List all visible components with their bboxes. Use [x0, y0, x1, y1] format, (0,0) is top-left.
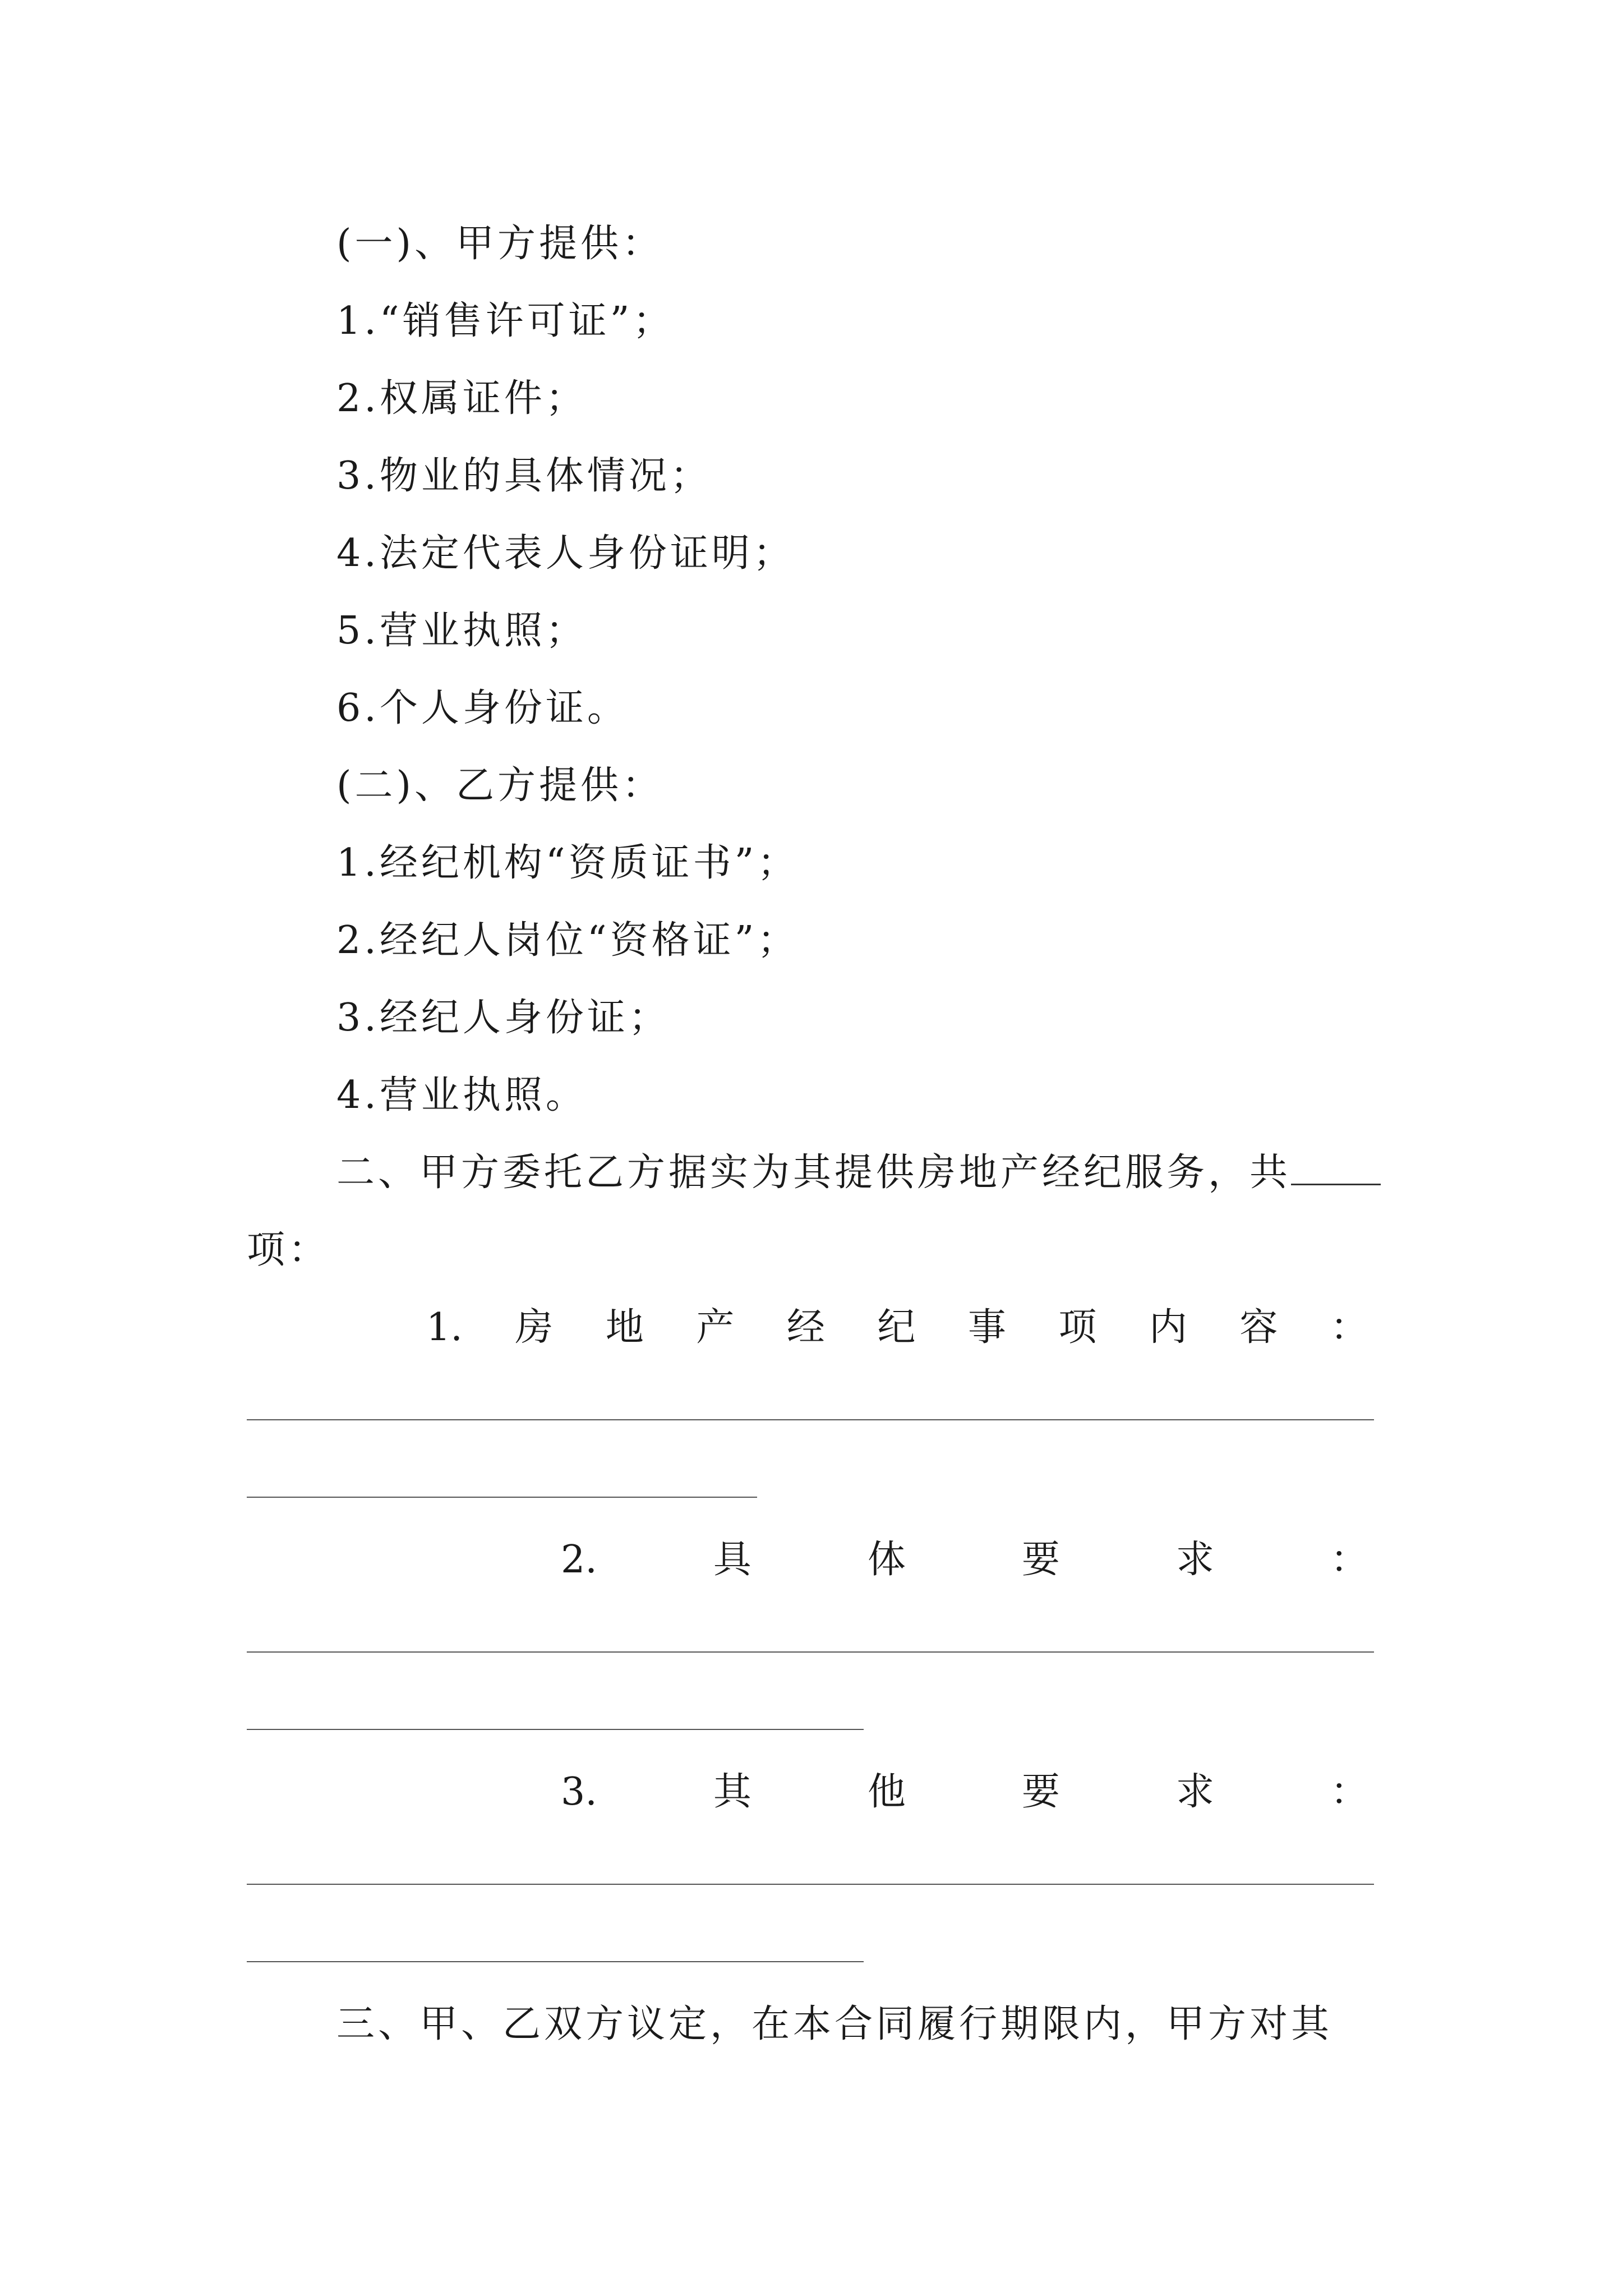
field-3-label [561, 1767, 1368, 1818]
clause-2-continuation: 项： [247, 1228, 330, 1272]
field-2-char: 具 [713, 1538, 751, 1582]
field-1-char: 经 [786, 1305, 825, 1350]
field-2-fill-line [247, 1729, 864, 1730]
field-1-char: 事 [967, 1305, 1006, 1350]
field-2-number: 2. [561, 1538, 597, 1582]
field-3-char: 求 [1175, 1770, 1214, 1814]
list-item: 5.营业执照； [336, 609, 587, 653]
field-2-char: 求 [1175, 1538, 1214, 1582]
field-2-colon: ： [1330, 1538, 1368, 1582]
field-2-label [561, 1535, 1368, 1585]
field-1-char: 房 [515, 1305, 554, 1350]
field-1-number: 1. [426, 1305, 463, 1350]
field-3-number: 3. [561, 1770, 597, 1814]
list-item: 3.物业的具体情况； [336, 454, 712, 498]
field-1-fill-line [247, 1497, 757, 1498]
list-item: 2.经纪人岗位“资格证”； [336, 918, 799, 963]
list-item: 1.经纪机构“资质证书”； [336, 841, 799, 885]
field-3-char: 他 [867, 1770, 906, 1814]
clause-3-text: 三、甲、乙双方议定，在本合同履行期限内，甲方对其 [336, 2002, 1333, 2046]
field-1-char: 内 [1149, 1305, 1187, 1350]
field-2-char: 体 [867, 1538, 906, 1582]
field-1-char: 产 [696, 1305, 735, 1350]
clause-2-body: 二、甲方委托乙方据实为其提供房地产经纪服务，共 [336, 1151, 1292, 1195]
field-2-char: 要 [1021, 1538, 1060, 1582]
list-item: 1.“销售许可证”； [336, 299, 675, 343]
section-1-heading: (一)、甲方提供： [336, 222, 664, 266]
field-3-char: 其 [713, 1770, 751, 1814]
field-3-colon: ： [1330, 1770, 1368, 1814]
list-item: 4.法定代表人身份证明； [336, 531, 795, 576]
section-2-heading: (二)、乙方提供： [336, 763, 664, 808]
list-item: 6.个人身份证。 [336, 686, 629, 730]
field-3-fill-line [247, 1884, 1374, 1885]
field-1-char: 纪 [877, 1305, 916, 1350]
clause-2-text [336, 1148, 1381, 1198]
field-1-char: 项 [1058, 1305, 1097, 1350]
field-1-char: 容 [1239, 1305, 1278, 1350]
field-1-colon: ： [1330, 1305, 1368, 1350]
list-item: 2.权属证件； [336, 376, 587, 421]
list-item: 4.营业执照。 [336, 1073, 587, 1117]
item-count-blank [1291, 1150, 1381, 1185]
field-1-char: 地 [605, 1305, 644, 1350]
field-2-fill-line [247, 1651, 1374, 1653]
list-item: 3.经纪人身份证； [336, 996, 670, 1040]
field-1-fill-line [247, 1419, 1374, 1420]
field-3-char: 要 [1021, 1770, 1060, 1814]
field-3-fill-line [247, 1961, 864, 1962]
field-1-label [426, 1303, 1368, 1353]
